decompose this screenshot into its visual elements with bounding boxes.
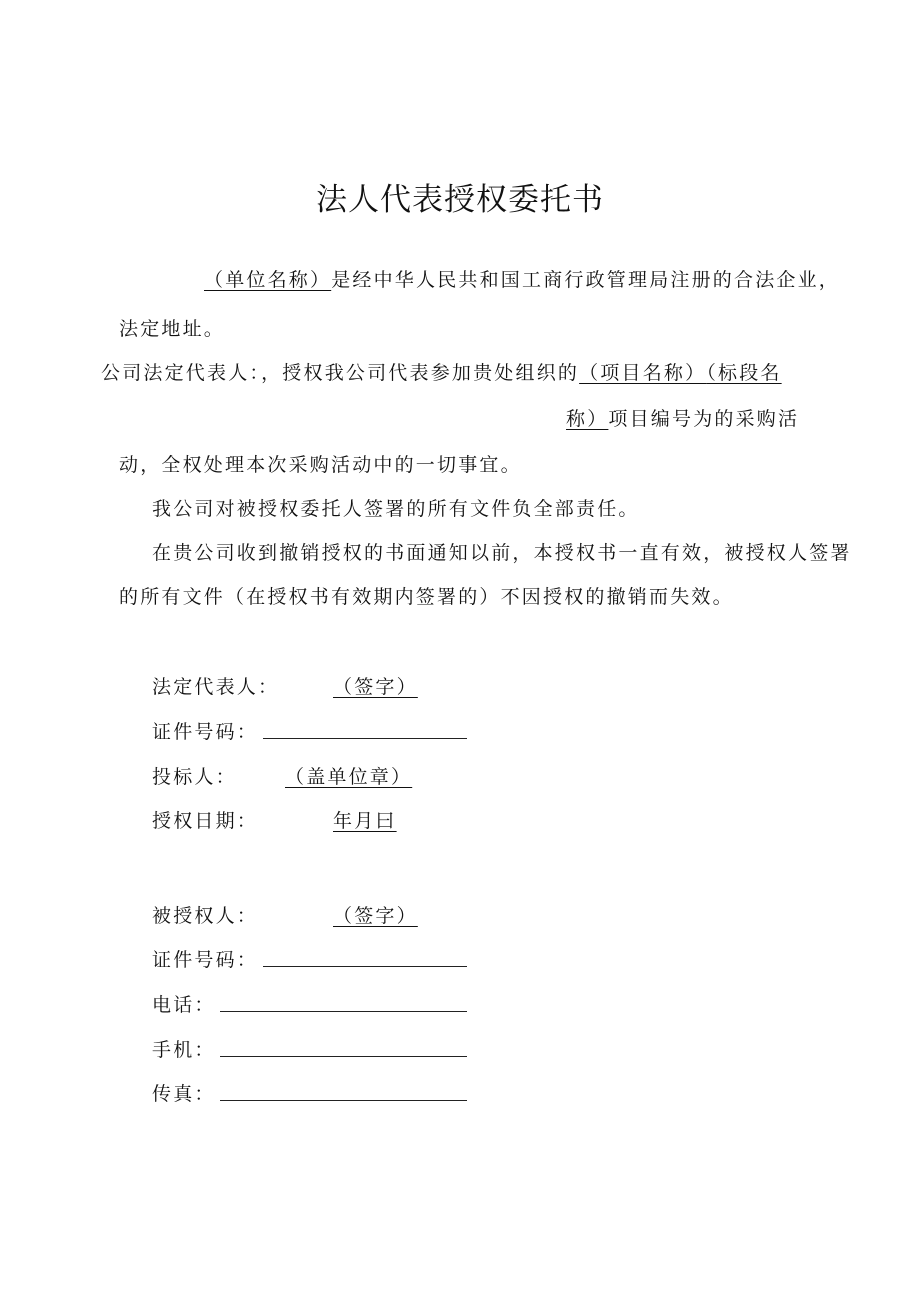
fax-label: 传真： [152, 1083, 216, 1105]
legal-rep-id-label: 证件号码： [152, 721, 259, 743]
mobile-blank [220, 1056, 467, 1057]
unit-name-field: （单位名称） [204, 269, 332, 291]
auth-date-label: 授权日期： [152, 810, 259, 832]
paragraph-4-line-1: 在贵公司收到撤销授权的书面通知以前，本授权书一直有效，被授权人签署 [152, 542, 852, 564]
paragraph-2-line-2 [566, 404, 799, 431]
authorized-person-signature-field: （签字） [333, 905, 418, 927]
paragraph-4-line-2: 的所有文件（在授权书有效期内签署的）不因授权的撤销而失效。 [119, 586, 734, 608]
paragraph-1-line-1 [204, 265, 840, 292]
mobile-label: 手机： [152, 1039, 216, 1061]
paragraph-2-line-1 [101, 358, 782, 385]
bidder-label: 投标人： [152, 766, 237, 788]
paragraph-2-lead: 公司法定代表人：，授权我公司代表参加贵处组织的 [101, 362, 580, 384]
phone-blank [220, 1011, 467, 1012]
authorized-id-blank [263, 966, 467, 967]
legal-rep-signature-field: （签字） [333, 676, 418, 698]
legal-rep-label: 法定代表人： [152, 676, 280, 698]
auth-date-field: 年月曰 [333, 810, 397, 832]
legal-rep-id-blank [263, 738, 467, 739]
project-number-text: 项目编号为的采购活 [608, 408, 800, 430]
section-name-field-a: （标段名 [706, 362, 782, 384]
authorized-person-label: 被授权人： [152, 905, 259, 927]
bidder-seal-field: （盖单位章） [285, 766, 413, 788]
document-title: 法人代表授权委托书 [316, 182, 604, 218]
phone-label: 电话： [152, 994, 216, 1016]
paragraph-1-line-2: 法定地址。 [119, 318, 226, 340]
authorized-id-label: 证件号码： [152, 949, 259, 971]
paragraph-2-line-3: 动，全权处理本次采购活动中的一切事宜。 [119, 454, 522, 476]
fax-blank [220, 1100, 467, 1101]
paragraph-1-text-a: 是经中华人民共和国工商行政管理局注册的合法企业， [331, 269, 841, 291]
project-name-field: （项目名称） [579, 362, 707, 384]
section-name-field-b: 称） [566, 408, 609, 430]
paragraph-3: 我公司对被授权委托人签署的所有文件负全部责任。 [152, 498, 640, 520]
